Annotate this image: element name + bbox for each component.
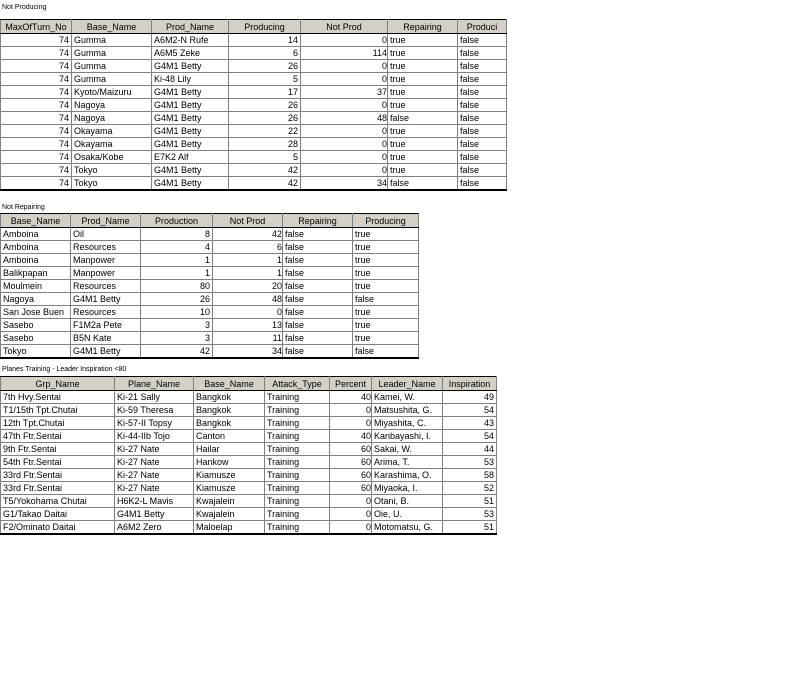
- table-cell: 0: [330, 417, 372, 430]
- table-cell: false: [458, 112, 507, 125]
- table-cell: 9th Ftr.Sentai: [1, 443, 115, 456]
- table-cell: 74: [1, 73, 72, 86]
- table-cell: 74: [1, 34, 72, 47]
- table-cell: Tokyo: [72, 164, 152, 177]
- header-row: [1, 377, 497, 391]
- table-row: [1, 280, 419, 293]
- table-cell: B5N Kate: [71, 332, 141, 345]
- table-row: [1, 34, 507, 47]
- table-cell: F1M2a Pete: [71, 319, 141, 332]
- table-cell: Training: [265, 417, 330, 430]
- table-cell: Training: [265, 443, 330, 456]
- table-cell: false: [458, 34, 507, 47]
- table-cell: 1: [141, 254, 213, 267]
- table-cell: 0: [301, 125, 388, 138]
- table-cell: 74: [1, 177, 72, 191]
- table-row: [1, 456, 497, 469]
- column-header[interactable]: Producing: [229, 20, 301, 34]
- table-row: [1, 60, 507, 73]
- table-cell: 114: [301, 47, 388, 60]
- table-cell: Gumma: [72, 60, 152, 73]
- table-cell: 60: [330, 469, 372, 482]
- table-cell: Training: [265, 391, 330, 404]
- table-cell: false: [283, 267, 353, 280]
- table-cell: 54: [443, 404, 497, 417]
- table-cell: Miyaoka, I.: [372, 482, 443, 495]
- table-cell: Kwajalein: [194, 495, 265, 508]
- table-cell: Amboina: [1, 241, 71, 254]
- header-row: [1, 20, 507, 34]
- table-cell: Moulmein: [1, 280, 71, 293]
- table-cell: 33rd Ftr.Sentai: [1, 469, 115, 482]
- table-cell: G4M1 Betty: [152, 112, 229, 125]
- table-cell: 0: [301, 34, 388, 47]
- table-cell: 6: [213, 241, 283, 254]
- table-cell: false: [283, 228, 353, 241]
- table-cell: Motomatsu, G.: [372, 521, 443, 535]
- table-cell: 34: [213, 345, 283, 359]
- table-cell: San Jose Buen: [1, 306, 71, 319]
- table-cell: false: [388, 112, 458, 125]
- table-cell: 58: [443, 469, 497, 482]
- column-header[interactable]: MaxOfTurn_No: [1, 20, 72, 34]
- table-planes-training: [0, 376, 497, 535]
- table-cell: true: [353, 306, 419, 319]
- table-cell: false: [458, 73, 507, 86]
- table-cell: true: [388, 125, 458, 138]
- table-cell: true: [353, 241, 419, 254]
- table-cell: 47th Ftr.Sentai: [1, 430, 115, 443]
- table-cell: 48: [301, 112, 388, 125]
- table-cell: A6M2 Zero: [115, 521, 194, 535]
- table-cell: 7th Hvy.Sentai: [1, 391, 115, 404]
- table-cell: Training: [265, 495, 330, 508]
- table-row: [1, 177, 507, 191]
- table-cell: 74: [1, 138, 72, 151]
- table-cell: 80: [141, 280, 213, 293]
- table-cell: Training: [265, 521, 330, 535]
- table-cell: T1/15th Tpt.Chutai: [1, 404, 115, 417]
- column-header[interactable]: Repairing: [283, 214, 353, 228]
- table-cell: F2/Ominato Daitai: [1, 521, 115, 535]
- table-cell: 3: [141, 332, 213, 345]
- table-cell: false: [388, 177, 458, 191]
- table-cell: T5/Yokohama Chutai: [1, 495, 115, 508]
- column-header[interactable]: Produci: [458, 20, 507, 34]
- table-cell: 49: [443, 391, 497, 404]
- table-row: [1, 469, 497, 482]
- table-cell: Bangkok: [194, 391, 265, 404]
- table-cell: 42: [141, 345, 213, 359]
- column-header[interactable]: Base_Name: [72, 20, 152, 34]
- table-cell: 26: [229, 112, 301, 125]
- table-cell: Sakai, W.: [372, 443, 443, 456]
- table-cell: Nagoya: [72, 112, 152, 125]
- table-cell: Tokyo: [1, 345, 71, 359]
- table-row: [1, 112, 507, 125]
- table-cell: false: [458, 138, 507, 151]
- table-cell: 51: [443, 495, 497, 508]
- table-cell: 11: [213, 332, 283, 345]
- table-cell: Ki-27 Nate: [115, 443, 194, 456]
- table-not-producing: [0, 19, 507, 191]
- table-row: [1, 86, 507, 99]
- table-cell: 48: [213, 293, 283, 306]
- column-header[interactable]: Not Prod: [301, 20, 388, 34]
- table-cell: 26: [141, 293, 213, 306]
- table-cell: 8: [141, 228, 213, 241]
- table-cell: Tokyo: [72, 177, 152, 191]
- column-header[interactable]: Repairing: [388, 20, 458, 34]
- column-header[interactable]: Not Prod: [213, 214, 283, 228]
- table-cell: Training: [265, 469, 330, 482]
- table-cell: 22: [229, 125, 301, 138]
- column-header[interactable]: Grp_Name: [1, 377, 115, 391]
- column-header[interactable]: Leader_Name: [372, 377, 443, 391]
- table-row: [1, 482, 497, 495]
- table-cell: 0: [301, 73, 388, 86]
- table-cell: Kyoto/Maizuru: [72, 86, 152, 99]
- table-cell: Amboina: [1, 254, 71, 267]
- table-cell: G4M1 Betty: [152, 125, 229, 138]
- table-cell: 54th Ftr.Sentai: [1, 456, 115, 469]
- table-cell: H6K2-L Mavis: [115, 495, 194, 508]
- header-row: [1, 214, 419, 228]
- table-cell: true: [388, 60, 458, 73]
- table-cell: Sasebo: [1, 332, 71, 345]
- table-row: [1, 443, 497, 456]
- table-cell: Hankow: [194, 456, 265, 469]
- table-cell: 53: [443, 508, 497, 521]
- table-cell: 52: [443, 482, 497, 495]
- table-cell: G4M1 Betty: [152, 177, 229, 191]
- table-cell: 12th Tpt.Chutai: [1, 417, 115, 430]
- table-cell: 53: [443, 456, 497, 469]
- table-cell: 43: [443, 417, 497, 430]
- table-cell: 0: [301, 60, 388, 73]
- table-cell: 1: [141, 267, 213, 280]
- table-cell: Manpower: [71, 267, 141, 280]
- table-cell: 74: [1, 60, 72, 73]
- table-cell: Sasebo: [1, 319, 71, 332]
- table-cell: true: [388, 99, 458, 112]
- table-cell: false: [283, 280, 353, 293]
- table-row: [1, 293, 419, 306]
- table-cell: 0: [330, 521, 372, 535]
- table-cell: false: [458, 151, 507, 164]
- table-cell: false: [283, 254, 353, 267]
- table-cell: false: [458, 47, 507, 60]
- table-cell: 1: [213, 267, 283, 280]
- table-cell: false: [458, 86, 507, 99]
- table-cell: Amboina: [1, 228, 71, 241]
- table-cell: false: [458, 125, 507, 138]
- table-cell: 74: [1, 125, 72, 138]
- table-cell: G4M1 Betty: [152, 99, 229, 112]
- table-row: [1, 138, 507, 151]
- table-cell: 1: [213, 254, 283, 267]
- table-cell: 3: [141, 319, 213, 332]
- table-row: [1, 228, 419, 241]
- table-cell: G4M1 Betty: [152, 60, 229, 73]
- table-cell: 40: [330, 391, 372, 404]
- table-cell: Ki-48 Lily: [152, 73, 229, 86]
- table-cell: A6M5 Zeke: [152, 47, 229, 60]
- table-cell: Resources: [71, 241, 141, 254]
- table-cell: 10: [141, 306, 213, 319]
- table-row: [1, 417, 497, 430]
- table-cell: 0: [301, 99, 388, 112]
- table-row: [1, 306, 419, 319]
- table-cell: 37: [301, 86, 388, 99]
- table-row: [1, 99, 507, 112]
- table-cell: Ki-44-IIb Tojo: [115, 430, 194, 443]
- table-cell: 5: [229, 151, 301, 164]
- table-cell: Kamei, W.: [372, 391, 443, 404]
- table-cell: true: [388, 86, 458, 99]
- table-cell: Nagoya: [1, 293, 71, 306]
- table-cell: Resources: [71, 306, 141, 319]
- table-cell: 74: [1, 86, 72, 99]
- table-cell: 0: [301, 138, 388, 151]
- table-cell: Gumma: [72, 73, 152, 86]
- table-cell: Ki-21 Sally: [115, 391, 194, 404]
- table-cell: Ki-57-II Topsy: [115, 417, 194, 430]
- column-header[interactable]: Base_Name: [1, 214, 71, 228]
- table-cell: Arima, T.: [372, 456, 443, 469]
- table-cell: 74: [1, 47, 72, 60]
- table-row: [1, 404, 497, 417]
- table-cell: false: [458, 99, 507, 112]
- table-cell: false: [283, 306, 353, 319]
- table-cell: 13: [213, 319, 283, 332]
- table-cell: Gumma: [72, 47, 152, 60]
- table-cell: 0: [301, 164, 388, 177]
- table-cell: true: [353, 267, 419, 280]
- table-cell: Training: [265, 508, 330, 521]
- table-cell: false: [283, 332, 353, 345]
- table-row: [1, 508, 497, 521]
- table-cell: Kiamusze: [194, 469, 265, 482]
- table-cell: Hailar: [194, 443, 265, 456]
- table-cell: Matsushita, G.: [372, 404, 443, 417]
- table-cell: Training: [265, 430, 330, 443]
- table-cell: false: [283, 293, 353, 306]
- table-cell: 74: [1, 151, 72, 164]
- column-header[interactable]: Production: [141, 214, 213, 228]
- column-header[interactable]: Prod_Name: [71, 214, 141, 228]
- caption-not-repairing: Not Repairing: [2, 204, 45, 211]
- table-cell: 0: [330, 495, 372, 508]
- table-cell: 42: [229, 177, 301, 191]
- table-cell: false: [283, 345, 353, 359]
- table-cell: Training: [265, 456, 330, 469]
- table-row: [1, 125, 507, 138]
- table-cell: 74: [1, 99, 72, 112]
- table-row: [1, 151, 507, 164]
- table-cell: false: [283, 319, 353, 332]
- table-row: [1, 332, 419, 345]
- table-row: [1, 254, 419, 267]
- column-header[interactable]: Attack_Type: [265, 377, 330, 391]
- table-cell: false: [353, 293, 419, 306]
- table-cell: true: [388, 164, 458, 177]
- column-header[interactable]: Plane_Name: [115, 377, 194, 391]
- table-cell: 33rd Ftr.Sentai: [1, 482, 115, 495]
- table-cell: Gumma: [72, 34, 152, 47]
- column-header[interactable]: Inspiration: [443, 377, 497, 391]
- table-cell: A6M2-N Rufe: [152, 34, 229, 47]
- table-cell: Ki-27 Nate: [115, 482, 194, 495]
- table-row: [1, 495, 497, 508]
- table-row: [1, 521, 497, 535]
- table-cell: G4M1 Betty: [115, 508, 194, 521]
- table-cell: false: [458, 60, 507, 73]
- table-cell: Manpower: [71, 254, 141, 267]
- table-cell: Okayama: [72, 125, 152, 138]
- column-header[interactable]: Producing: [353, 214, 419, 228]
- table-cell: Resources: [71, 280, 141, 293]
- table-cell: 14: [229, 34, 301, 47]
- table-cell: 34: [301, 177, 388, 191]
- table-row: [1, 47, 507, 60]
- table-cell: G4M1 Betty: [152, 86, 229, 99]
- table-cell: 51: [443, 521, 497, 535]
- table-cell: 0: [330, 508, 372, 521]
- table-cell: Canton: [194, 430, 265, 443]
- table-cell: 60: [330, 482, 372, 495]
- table-cell: Ki-59 Theresa: [115, 404, 194, 417]
- table-cell: 44: [443, 443, 497, 456]
- table-cell: true: [353, 228, 419, 241]
- table-cell: true: [388, 34, 458, 47]
- table-not-repairing: [0, 213, 419, 359]
- table-cell: Nagoya: [72, 99, 152, 112]
- table-cell: false: [458, 164, 507, 177]
- table-cell: 60: [330, 443, 372, 456]
- table-cell: false: [283, 241, 353, 254]
- table-cell: 74: [1, 112, 72, 125]
- table-cell: Maloelap: [194, 521, 265, 535]
- column-header[interactable]: Percent: [330, 377, 372, 391]
- table-cell: 60: [330, 456, 372, 469]
- table-row: [1, 241, 419, 254]
- table-cell: 42: [229, 164, 301, 177]
- table-cell: true: [353, 254, 419, 267]
- table-cell: 20: [213, 280, 283, 293]
- table-cell: 17: [229, 86, 301, 99]
- table-cell: G4M1 Betty: [152, 164, 229, 177]
- table-cell: 0: [330, 404, 372, 417]
- table-row: [1, 319, 419, 332]
- table-cell: 54: [443, 430, 497, 443]
- caption-not-producing: Not Producing: [2, 4, 47, 11]
- caption-planes-training: Planes Training - Leader Inspiration <80: [2, 366, 127, 373]
- table-row: [1, 267, 419, 280]
- table-cell: 4: [141, 241, 213, 254]
- column-header[interactable]: Base_Name: [194, 377, 265, 391]
- table-cell: Balikpapan: [1, 267, 71, 280]
- table-cell: Osaka/Kobe: [72, 151, 152, 164]
- table-cell: G4M1 Betty: [71, 345, 141, 359]
- table-cell: Ki-27 Nate: [115, 456, 194, 469]
- table-cell: Otani, B.: [372, 495, 443, 508]
- table-cell: G4M1 Betty: [152, 138, 229, 151]
- table-cell: 74: [1, 164, 72, 177]
- table-cell: true: [388, 138, 458, 151]
- table-cell: Oil: [71, 228, 141, 241]
- table-cell: Karashima, O.: [372, 469, 443, 482]
- table-cell: true: [388, 73, 458, 86]
- table-cell: E7K2 Alf: [152, 151, 229, 164]
- table-cell: Okayama: [72, 138, 152, 151]
- table-cell: Kiamusze: [194, 482, 265, 495]
- table-cell: 0: [301, 151, 388, 164]
- table-row: [1, 73, 507, 86]
- table-cell: G1/Takao Daitai: [1, 508, 115, 521]
- table-cell: 42: [213, 228, 283, 241]
- table-cell: 40: [330, 430, 372, 443]
- table-cell: Kanbayashi, I.: [372, 430, 443, 443]
- table-cell: 5: [229, 73, 301, 86]
- table-cell: true: [388, 47, 458, 60]
- table-cell: Training: [265, 404, 330, 417]
- table-cell: Bangkok: [194, 404, 265, 417]
- table-cell: 26: [229, 60, 301, 73]
- table-cell: 6: [229, 47, 301, 60]
- table-cell: true: [353, 319, 419, 332]
- table-cell: false: [458, 177, 507, 191]
- table-cell: true: [353, 280, 419, 293]
- table-cell: 26: [229, 99, 301, 112]
- table-cell: Training: [265, 482, 330, 495]
- table-cell: G4M1 Betty: [71, 293, 141, 306]
- table-row: [1, 430, 497, 443]
- table-cell: true: [353, 332, 419, 345]
- table-row: [1, 164, 507, 177]
- table-row: [1, 391, 497, 404]
- table-cell: Oie, U.: [372, 508, 443, 521]
- table-cell: Bangkok: [194, 417, 265, 430]
- table-cell: false: [353, 345, 419, 359]
- table-cell: Ki-27 Nate: [115, 469, 194, 482]
- table-cell: 28: [229, 138, 301, 151]
- table-cell: Kwajalein: [194, 508, 265, 521]
- table-cell: 0: [213, 306, 283, 319]
- table-row: [1, 345, 419, 359]
- table-cell: true: [388, 151, 458, 164]
- table-cell: Miyashita, C.: [372, 417, 443, 430]
- column-header[interactable]: Prod_Name: [152, 20, 229, 34]
